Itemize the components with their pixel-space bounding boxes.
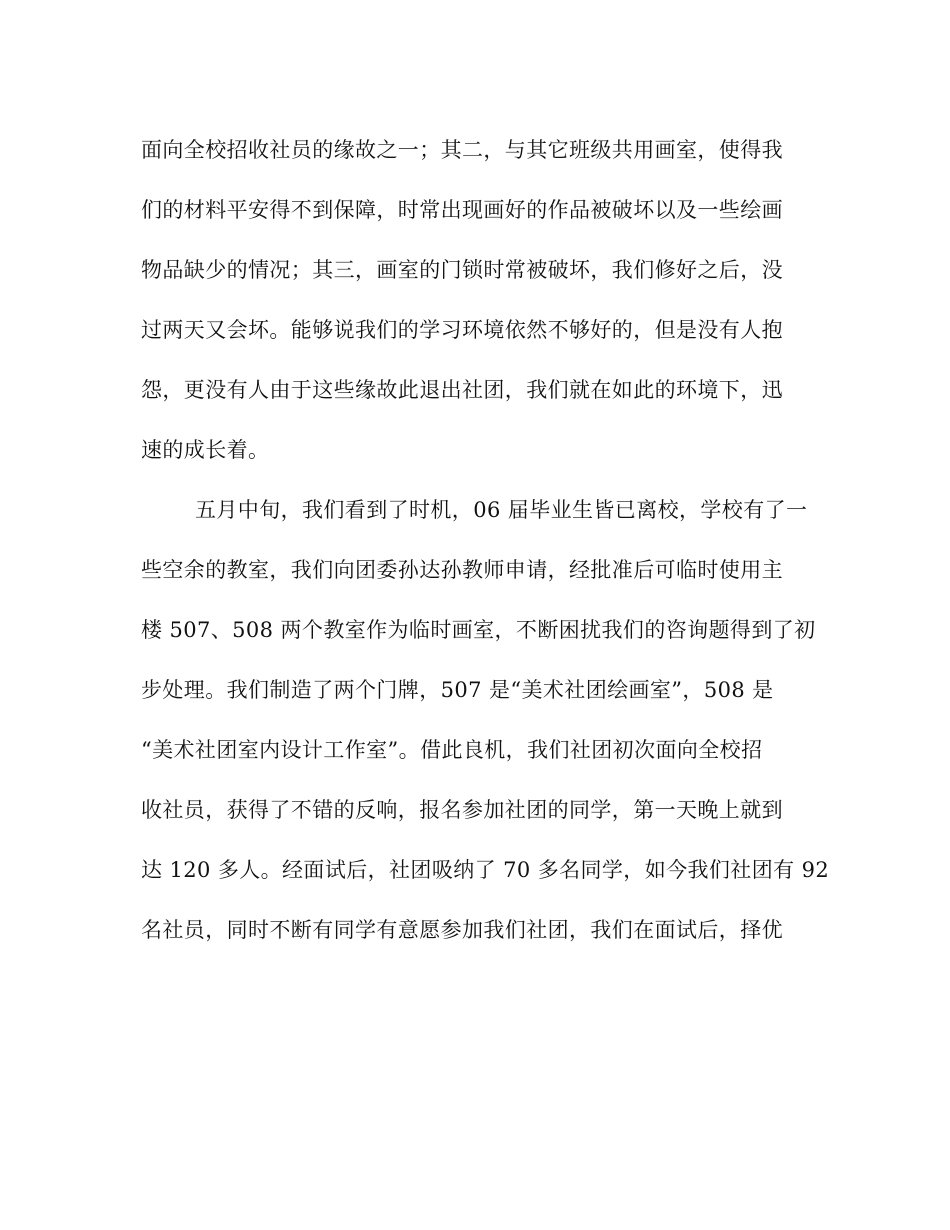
text-line: 过两天又会坏。能够说我们的学习环境依然不够好的，但是没有人抱 xyxy=(141,318,783,342)
text-line: 物品缺少的情况；其三，画室的门锁时常被破坏，我们修好之后，没 xyxy=(141,258,783,282)
text-line: 步处理。我们制造了两个门牌，507 是“美术社团绘画室”，508 是 xyxy=(141,678,774,702)
text-line: 些空余的教室，我们向团委孙达孙教师申请，经批准后可临时使用主 xyxy=(141,558,783,582)
text-line: 们的材料平安得不到保障，时常出现画好的作品被破坏以及一些绘画 xyxy=(141,198,783,222)
text-line: 名社员，同时不断有同学有意愿参加我们社团，我们在面试后，择优 xyxy=(141,918,783,942)
text-line: 面向全校招收社员的缘故之一；其二，与其它班级共用画室，使得我 xyxy=(141,138,783,162)
document-body xyxy=(141,120,830,960)
text-line: “美术社团室内设计工作室”。借此良机，我们社团初次面向全校招 xyxy=(141,738,763,762)
text-line: 楼 507、508 两个教室作为临时画室，不断困扰我们的咨询题得到了初 xyxy=(141,618,816,642)
text-line: 收社员，获得了不错的反响，报名参加社团的同学，第一天晚上就到 xyxy=(141,798,783,822)
text-line-paragraph-start: 五月中旬，我们看到了时机，06 届毕业生皆已离校，学校有了一 xyxy=(195,498,808,522)
text-line: 怨，更没有人由于这些缘故此退出社团，我们就在如此的环境下，迅 xyxy=(141,378,783,402)
text-line: 达 120 多人。经面试后，社团吸纳了 70 多名同学，如今我们社团有 92 xyxy=(141,858,830,882)
text-line: 速的成长着。 xyxy=(141,438,270,462)
